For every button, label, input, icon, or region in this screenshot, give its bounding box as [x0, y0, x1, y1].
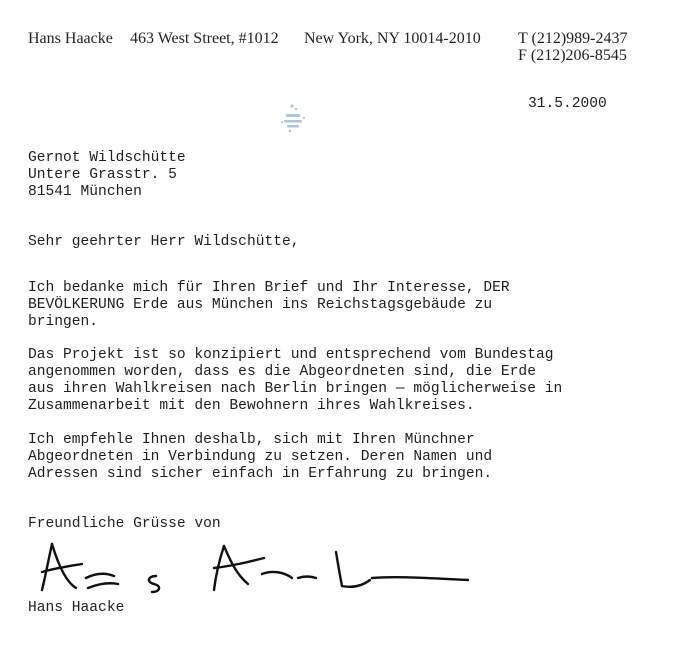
recipient-city: 81541 München	[28, 184, 142, 200]
letterhead-phone: T (212)989-2437	[518, 30, 628, 47]
paragraph-line: angenommen worden, dass es die Abgeordneten sind, die Erde	[28, 364, 536, 380]
paragraph-line: aus ihren Wahlkreisen nach Berlin bringen — möglicherweise in	[28, 381, 563, 397]
letter-date: 31.5.2000	[528, 96, 607, 112]
signer-name: Hans Haacke	[28, 600, 125, 616]
paragraph-line: Adressen sind sicher einfach in Erfahrung zu bringen.	[28, 466, 493, 482]
letterhead-street: 463 West Street, #1012	[130, 30, 279, 47]
letterhead-fax: F (212)206-8545	[518, 47, 627, 64]
letterhead-name: Hans Haacke	[28, 30, 113, 47]
paragraph-3	[28, 432, 492, 483]
paragraph-line: BEVÖLKERUNG Erde aus München ins Reichstagsgebäude zu	[28, 297, 493, 313]
paragraph-line: Zusammenarbeit mit den Bewohnern ihres Wahlkreises.	[28, 398, 475, 414]
closing: Freundliche Grüsse von	[28, 516, 221, 532]
recipient-name: Gernot Wildschütte	[28, 150, 186, 166]
paragraph-line: Das Projekt ist so konzipiert und entsprechend vom Bundestag	[28, 347, 554, 363]
paragraph-line: Abgeordneten in Verbindung zu setzen. Deren Namen und	[28, 449, 493, 465]
paragraph-line: bringen.	[28, 314, 99, 330]
salutation: Sehr geehrter Herr Wildschütte,	[28, 234, 300, 250]
recipient-street: Untere Grasstr. 5	[28, 167, 177, 183]
recipient-address	[28, 150, 186, 201]
handwritten-signature	[36, 538, 476, 600]
received-stamp-mark	[272, 98, 312, 138]
paragraph-1	[28, 280, 510, 331]
paragraph-line: Ich bedanke mich für Ihren Brief und Ihr Interesse, DER	[28, 280, 510, 296]
paragraph-line: Ich empfehle Ihnen deshalb, sich mit Ihren Münchner	[28, 432, 475, 448]
paragraph-2	[28, 347, 562, 415]
letterhead-city: New York, NY 10014-2010	[304, 30, 481, 47]
